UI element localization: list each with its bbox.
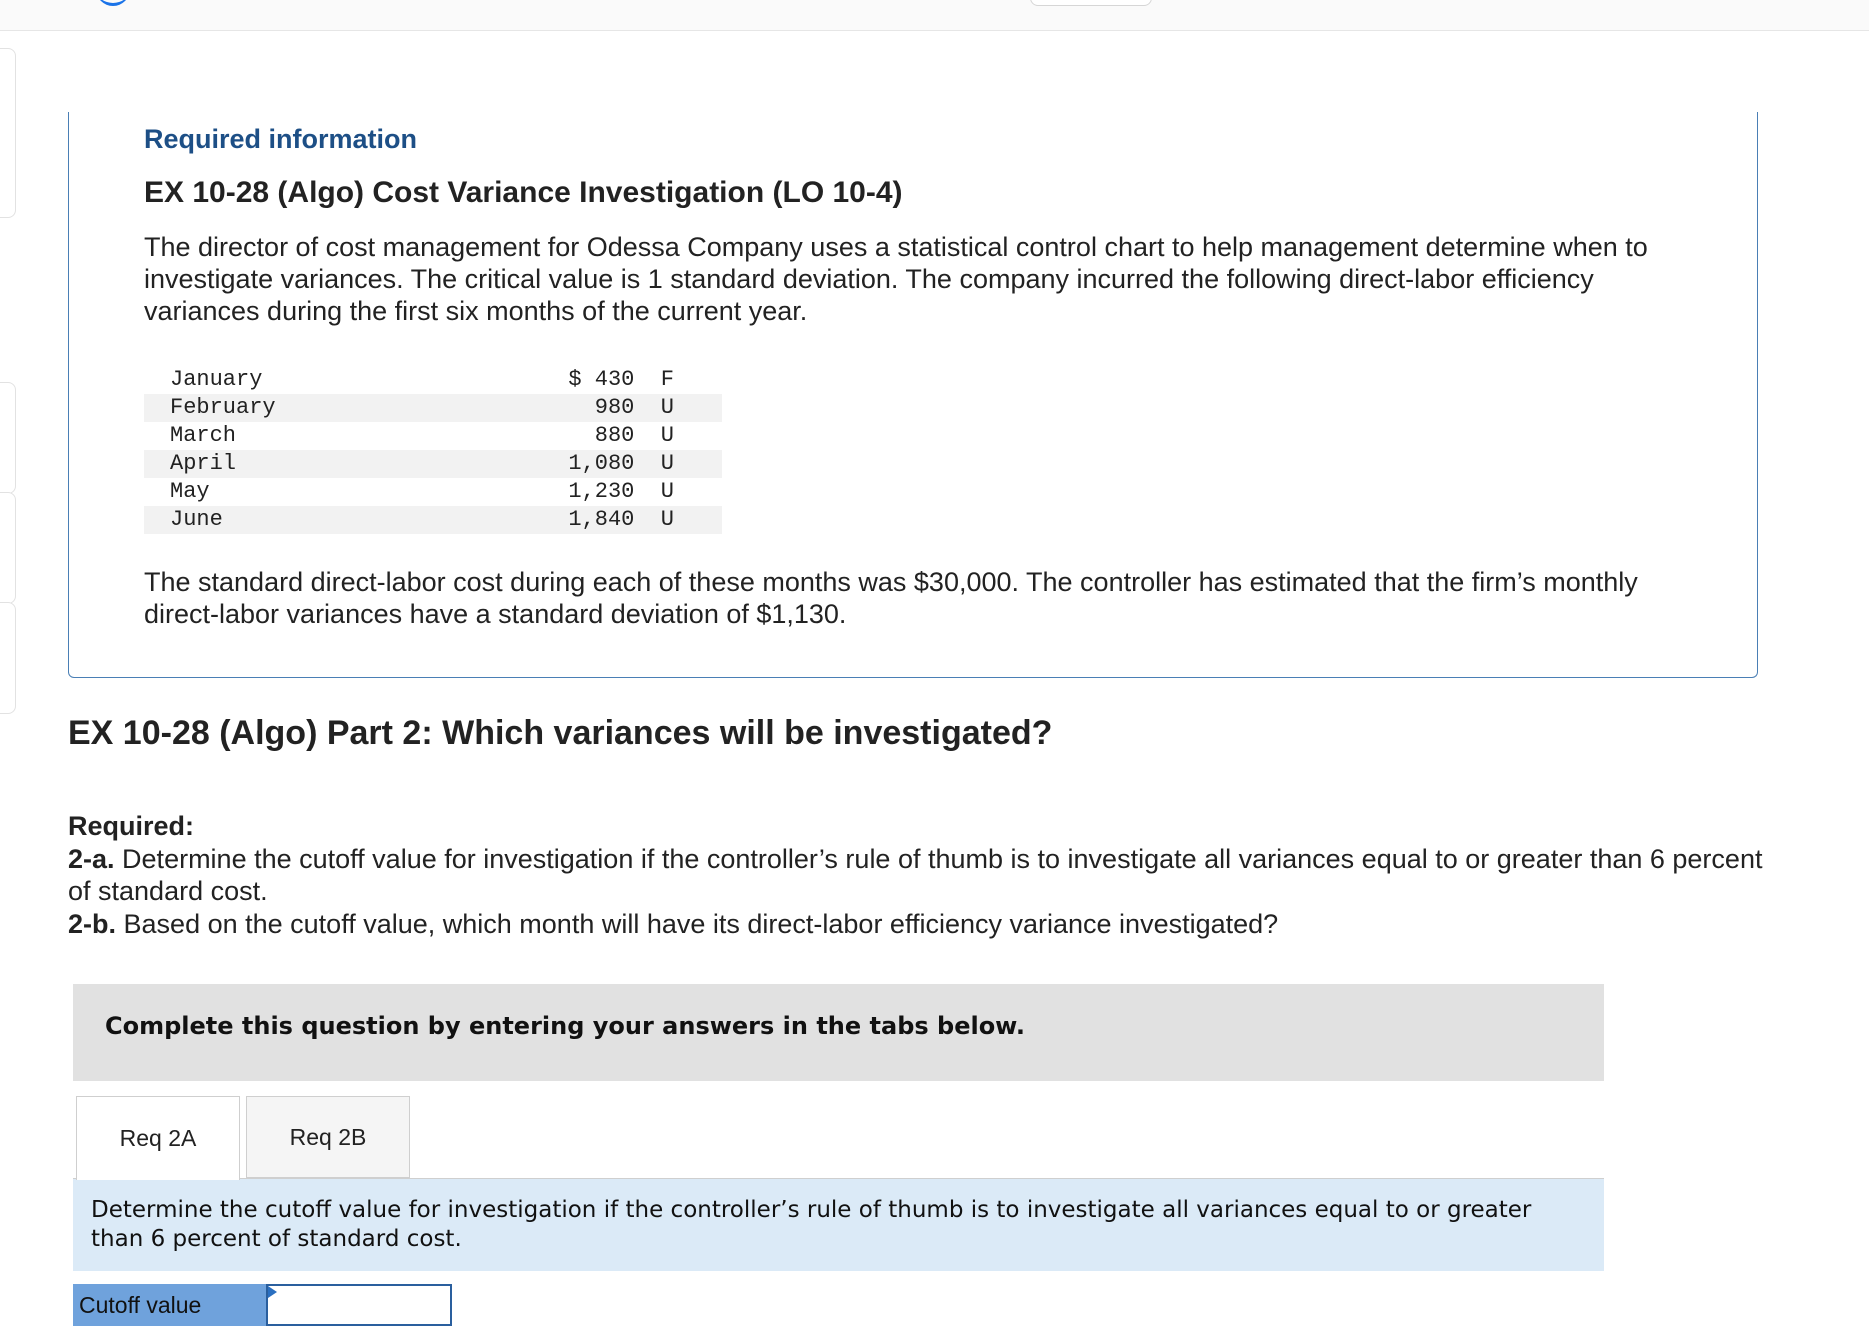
variance-table — [144, 366, 722, 534]
part-title: EX 10-28 (Algo) Part 2: Which variances will be investigated? — [68, 714, 1053, 752]
exercise-title: EX 10-28 (Algo) Cost Variance Investigation (LO 10-4) — [144, 176, 903, 209]
requirement-2b-text: Based on the cutoff value, which month will have its direct-labor efficiency variance investigated? — [123, 908, 1279, 939]
variance-cell: 1,840 U — [434, 506, 722, 534]
side-panel-card — [0, 382, 16, 494]
month-cell: February — [144, 394, 434, 422]
instructions-banner — [73, 984, 1604, 1081]
month-cell: March — [170, 423, 237, 448]
tab-instruction-panel — [73, 1179, 1604, 1271]
requirement-2a-label: 2-a. — [68, 843, 115, 874]
side-panel-card — [0, 48, 16, 218]
table-row — [144, 450, 722, 478]
month-cell: May — [170, 479, 210, 504]
tab-req-2a[interactable] — [76, 1096, 240, 1180]
requirement-2b — [68, 908, 1768, 941]
variance-cell: 1,080 U — [434, 450, 722, 478]
cutoff-value-input[interactable] — [266, 1284, 452, 1326]
side-panel-card — [0, 492, 16, 604]
table-row — [144, 478, 722, 506]
table-row — [144, 422, 722, 450]
loading-spinner-icon — [96, 0, 130, 6]
variance-cell: 980 U — [434, 394, 722, 422]
variance-cell: 1,230 U — [568, 479, 674, 504]
closing-paragraph: The standard direct-labor cost during each of these months was $30,000. The controller has estimated that the firm’s monthly direct-labor variances have a standard deviation of $1,130. — [144, 567, 1638, 629]
table-row — [144, 394, 722, 422]
browser-top-bar — [0, 0, 1869, 31]
cutoff-value-label: Cutoff value — [73, 1284, 266, 1326]
required-label: Required: — [68, 811, 195, 841]
table-row — [144, 366, 722, 394]
month-cell: April — [144, 450, 434, 478]
side-panel-card — [0, 602, 16, 714]
intro-paragraph: The director of cost management for Odessa Company uses a statistical control chart to help management determine when to investigate variances. The critical value is 1 standard deviation. The company incurred the following direct-labor efficiency variances during the first six months of the current year. — [144, 232, 1648, 326]
variance-cell: $ 430 F — [568, 367, 674, 392]
month-cell: June — [144, 506, 434, 534]
tab-label: Req 2A — [119, 1125, 197, 1151]
tab-instruction-text: Determine the cutoff value for investigation if the controller’s rule of thumb is to investigate all variances equal to or greater than 6 percent of standard cost. — [91, 1197, 1532, 1252]
tab-req-2b[interactable] — [246, 1096, 410, 1178]
requirement-2a — [68, 843, 1768, 908]
table-row — [144, 506, 722, 534]
top-pill-control[interactable] — [1030, 0, 1152, 6]
required-section — [68, 810, 1768, 940]
instructions-banner-text: Complete this question by entering your answers in the tabs below. — [105, 1012, 1025, 1040]
variance-cell: 880 U — [594, 423, 674, 448]
input-corner-flag-icon — [268, 1286, 277, 1298]
month-cell: January — [170, 367, 263, 392]
requirement-2a-text: Determine the cutoff value for investigation if the controller’s rule of thumb is to investigate all variances equal to or greater than 6 percent of standard cost. — [68, 843, 1763, 906]
required-information-heading: Required information — [144, 124, 418, 154]
requirement-2b-label: 2-b. — [68, 908, 117, 939]
tab-label: Req 2B — [289, 1123, 367, 1150]
